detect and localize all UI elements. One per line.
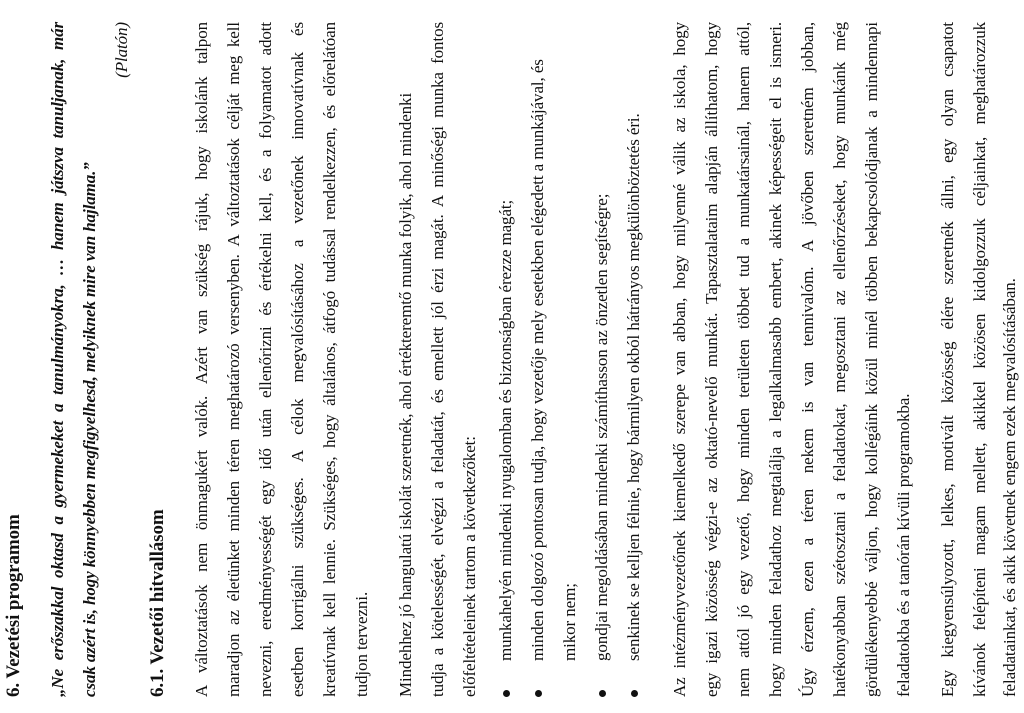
paragraph3-line-8: feladatokba és a tanórán kívüli programokba. — [894, 393, 913, 697]
bullet-2-line-2: mikor nem; — [560, 583, 579, 661]
paragraph4-line-1: Egy kiegyensúlyozott, lelkes, motivált közösség élére szeretnék állni, egy olyan csapatot — [938, 22, 957, 697]
paragraph4-line-2: kívánok felépíteni magam mellett, akikkel közösen kidolgozzuk céljainkat, meghatározzuk — [970, 22, 989, 697]
quote-line-1: „Ne erőszakkal oktasd a gyermekeket a tanulmányokra, … hanem játszva tanuljanak, már — [48, 22, 67, 697]
bullet-4-line-1: senkinek se kelljen félnie, hogy bármilyen okból hátrányos megkülönböztetés éri. — [624, 113, 643, 661]
paragraph4-line-3: feladatainkat, és akik követnek engem ezek megvalósításában. — [1000, 278, 1019, 697]
paragraph1-line-1: A változtatások nem önmagukért valók. Azért van szükség rájuk, hogy iskolánk talpon — [192, 22, 211, 697]
bullet-dot-4 — [631, 690, 638, 697]
section-title: 6. Vezetési programom — [3, 514, 24, 697]
quote-attribution: (Platón) — [112, 22, 131, 78]
paragraph3-line-6: hatékonyabban szétosztani a feladatokat, megosztani az ellenőrzéseket, hogy munkánk még — [830, 22, 849, 697]
paragraph2-line-1: Mindehhez jó hangulatú iskolát szeretnék, ahol értékteremtő munka folyik, ahol mindenki — [396, 92, 415, 697]
paragraph2-line-3: előfeltételeinek tartom a következőket: — [460, 436, 479, 697]
paragraph1-line-3: nevezni, eredményességét egy idő után ellenőrizni és értékelni kell, és a folyamatot adott — [256, 22, 275, 697]
paragraph1-line-6: tudjon tervezni. — [352, 591, 371, 697]
paragraph3-line-7: gördülékenyebbé váljon, hogy kollégáink közül minél többen bekapcsolódjanak a mindennapi — [862, 22, 881, 697]
paragraph3-line-1: Az intézményvezetőnek kiemelkedő szerepe van abban, hogy milyenné válik az iskola, hogy — [670, 22, 689, 697]
paragraph1-line-2: maradjon az életünket minden téren meghatározó versenyben. A változtatások célját meg kell — [224, 22, 243, 697]
bullet-2-line-1: minden dolgozó pontosan tudja, hogy vezetője mely esetekben elégedett a munkájával, és — [528, 59, 547, 661]
paragraph3-line-4: hogy minden feladathoz megtalálja a legalkalmasabb embert, akinek képességeit el is ismeri. — [766, 22, 785, 697]
paragraph1-line-5: kreatívnak kell lennie. Szükséges, hogy általános, átfogó tudással rendelkezzen, és előrelátóan — [320, 22, 339, 697]
paragraph3-line-3: nem attól jó egy vezető, hogy minden területen többet tud a munkatársainál, hanem attól, — [734, 22, 753, 697]
paragraph3-line-2: egy igazi közösség végzi-e az oktató-nevelő munkát. Tapasztalataim alapján állíthatom, hogy — [702, 22, 721, 697]
subsection-title: 6.1. Vezetői hitvallásom — [147, 509, 168, 697]
paragraph1-line-4: esetben korrigálni szükséges. A célok megvalósításához a vezetőnek innovatívnak és — [288, 22, 307, 697]
quote-line-2: csak azért is, hogy könnyebben megfigyelhesd, melyiknek mire van hajlama.” — [80, 162, 99, 697]
bullet-dot-2 — [535, 690, 542, 697]
paragraph3-line-5: Úgy érzem, ezen a téren nekem is van tennivalóm. A jövőben szeretném jobban, — [798, 22, 817, 697]
bullet-3-line-1: gondjai megoldásában mindenki számíthasson az önzetlen segítségre; — [592, 193, 611, 661]
paragraph2-line-2: tudja a kötelességét, elvégzi a feladatát, és emellett jól érzi magát. A minőségi munka fontos — [428, 22, 447, 697]
bullet-1-line-1: munkahelyén mindenki nyugalomban és biztonságban érezze magát; — [496, 199, 515, 661]
bullet-dot-1 — [503, 690, 510, 697]
bullet-dot-3 — [599, 690, 606, 697]
